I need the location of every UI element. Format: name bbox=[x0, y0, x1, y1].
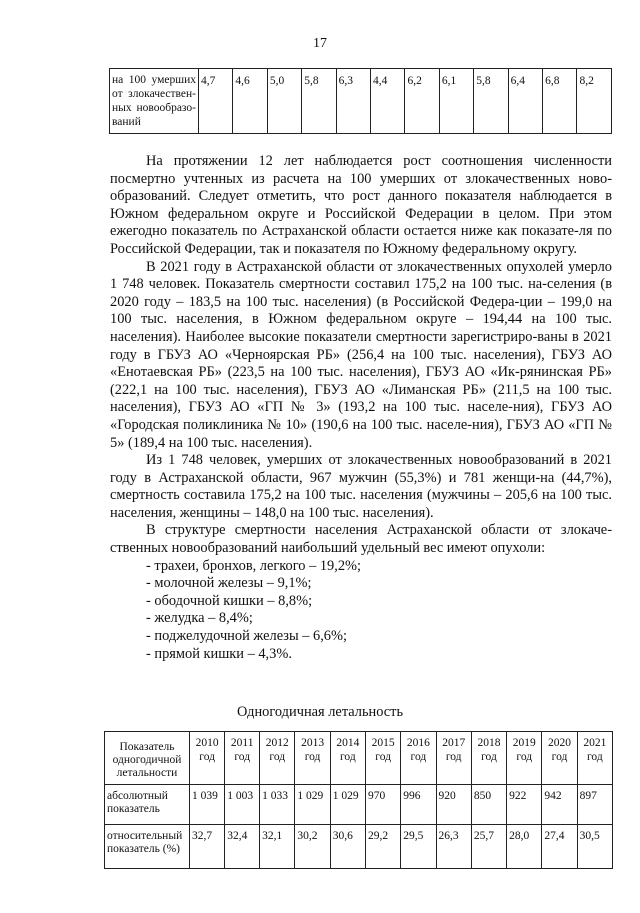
table-cell: 32,7 bbox=[190, 825, 225, 869]
table-cell: 6,2 bbox=[405, 69, 439, 134]
lethality-table bbox=[104, 731, 613, 869]
table-cell: 32,1 bbox=[260, 825, 295, 869]
paragraph: В 2021 году в Астраханской области от злокачественных опухолей умерло 1 748 человек. Показатель смертности составил 175,2 на 100 тыс. на-селения (в 2020 году – 183,5 на 100 тыс. населения) (в Российской Федера-ции – 199,0 на 100 тыс. населения, в Южном федеральном округе – 194,44 на 100 тыс. населения). Наиболее высокие показатели смертности зарегистриро-ваны в 2021 году в ГБУЗ АО «Черноярская РБ» (256,4 на 100 тыс. населения), ГБУЗ АО «Енотаевская РБ» (223,5 на 100 тыс. населения), ГБУЗ АО «Ик-рянинская РБ» (222,1 на 100 тыс. населения), ГБУЗ АО «Лиманская РБ» (211,5 на 100 тыс. населения), ГБУЗ АО «ГП № 3» (193,2 на 100 тыс. населе-ния), ГБУЗ АО «Городская поликлиника № 10» (190,6 на 100 тыс. населе-ния), ГБУЗ АО «ГП № 5» (189,4 на 100 тыс. населения). bbox=[110, 258, 612, 451]
tumor-list bbox=[110, 558, 612, 664]
table-cell: 30,2 bbox=[295, 825, 330, 869]
table-cell: 970 bbox=[365, 785, 400, 825]
table-cell: 996 bbox=[401, 785, 436, 825]
table-row bbox=[105, 825, 613, 869]
column-header-label: Показатель одногодичной летальности bbox=[105, 732, 190, 785]
list-item: - молочной железы – 9,1%; bbox=[146, 575, 312, 592]
table-cell: 6,3 bbox=[336, 69, 370, 134]
table-cell: 25,7 bbox=[471, 825, 506, 869]
table-cell: 29,5 bbox=[401, 825, 436, 869]
table-cell: 4,7 bbox=[199, 69, 233, 134]
column-header-year: 2015 год bbox=[365, 732, 400, 785]
column-header-year: 2011 год bbox=[225, 732, 260, 785]
table-cell: 30,6 bbox=[330, 825, 365, 869]
list-item: - прямой кишки – 4,3%. bbox=[146, 645, 292, 662]
list-item: - ободочной кишки – 8,8%; bbox=[146, 592, 313, 609]
table-cell: 4,6 bbox=[233, 69, 267, 134]
paragraph: В структуре смертности населения Астраханской области от злокаче-ственных новообразований наибольший удельный вес имеют опухоли: bbox=[110, 522, 612, 557]
table-cell: 942 bbox=[542, 785, 577, 825]
table-cell: 6,8 bbox=[543, 69, 577, 134]
table-cell: 1 003 bbox=[225, 785, 260, 825]
paragraph: Из 1 748 человек, умерших от злокачественных новообразований в 2021 году в Астраханской области, 967 мужчин (55,3%) и 781 женщи-на (44,7%), смертность составила 175,2 на 100 тыс. населения (мужчины – 205,6 на 100 тыс. населения, женщины – 148,0 на 100 тыс. населения). bbox=[110, 452, 612, 521]
table-row bbox=[110, 69, 612, 134]
column-header-year: 2021 год bbox=[577, 732, 612, 785]
column-header-year: 2016 год bbox=[401, 732, 436, 785]
table-cell: 1 029 bbox=[330, 785, 365, 825]
row-label: на 100 умерших от злокачествен-ных новообразо-ваний bbox=[110, 69, 199, 134]
list-item: - желудка – 8,4%; bbox=[146, 610, 253, 627]
table-header-row bbox=[105, 732, 613, 785]
table-cell: 26,3 bbox=[436, 825, 471, 869]
column-header-year: 2010 год bbox=[190, 732, 225, 785]
table-cell: 27,4 bbox=[542, 825, 577, 869]
column-header-year: 2018 год bbox=[471, 732, 506, 785]
table-cell: 6,1 bbox=[439, 69, 473, 134]
paragraph: На протяжении 12 лет наблюдается рост соотношения численности посмертно учтенных из расчета на 100 умерших от злокачественных ново-образований. Следует отметить, что рост данного показателя наблюдается в Южном федеральном округе и Российской Федерации в целом. При этом ежегодно показатель по Астраханской области остается ниже как показате-ля по Российской Федерации, так и показателя по Южному федеральному округу. bbox=[110, 153, 612, 257]
table-cell: 922 bbox=[507, 785, 542, 825]
table-cell: 29,2 bbox=[365, 825, 400, 869]
table-cell: 920 bbox=[436, 785, 471, 825]
table-cell: 32,4 bbox=[225, 825, 260, 869]
page-number: 17 bbox=[313, 36, 327, 51]
table-cell: 1 033 bbox=[260, 785, 295, 825]
top-table bbox=[109, 68, 612, 134]
row-label: относительный показатель (%) bbox=[105, 825, 190, 869]
column-header-year: 2014 год bbox=[330, 732, 365, 785]
column-header-year: 2013 год bbox=[295, 732, 330, 785]
column-header-year: 2012 год bbox=[260, 732, 295, 785]
table-cell: 5,0 bbox=[267, 69, 301, 134]
table-cell: 1 029 bbox=[295, 785, 330, 825]
column-header-year: 2020 год bbox=[542, 732, 577, 785]
table-cell: 5,8 bbox=[474, 69, 508, 134]
table-cell: 28,0 bbox=[507, 825, 542, 869]
body-text bbox=[110, 153, 612, 663]
table-cell: 4,4 bbox=[371, 69, 405, 134]
section-title: Одногодичная летальность bbox=[236, 704, 404, 720]
table-cell: 5,8 bbox=[302, 69, 336, 134]
column-header-year: 2019 год bbox=[507, 732, 542, 785]
table-cell: 8,2 bbox=[577, 69, 612, 134]
table-cell: 1 039 bbox=[190, 785, 225, 825]
table-cell: 897 bbox=[577, 785, 612, 825]
table-cell: 30,5 bbox=[577, 825, 612, 869]
column-header-year: 2017 год bbox=[436, 732, 471, 785]
list-item: - поджелудочной железы – 6,6%; bbox=[146, 628, 347, 645]
row-label: абсолютный показатель bbox=[105, 785, 190, 825]
table-row bbox=[105, 785, 613, 825]
list-item: - трахеи, бронхов, легкого – 19,2%; bbox=[146, 557, 362, 574]
table-cell: 850 bbox=[471, 785, 506, 825]
table-cell: 6,4 bbox=[508, 69, 542, 134]
